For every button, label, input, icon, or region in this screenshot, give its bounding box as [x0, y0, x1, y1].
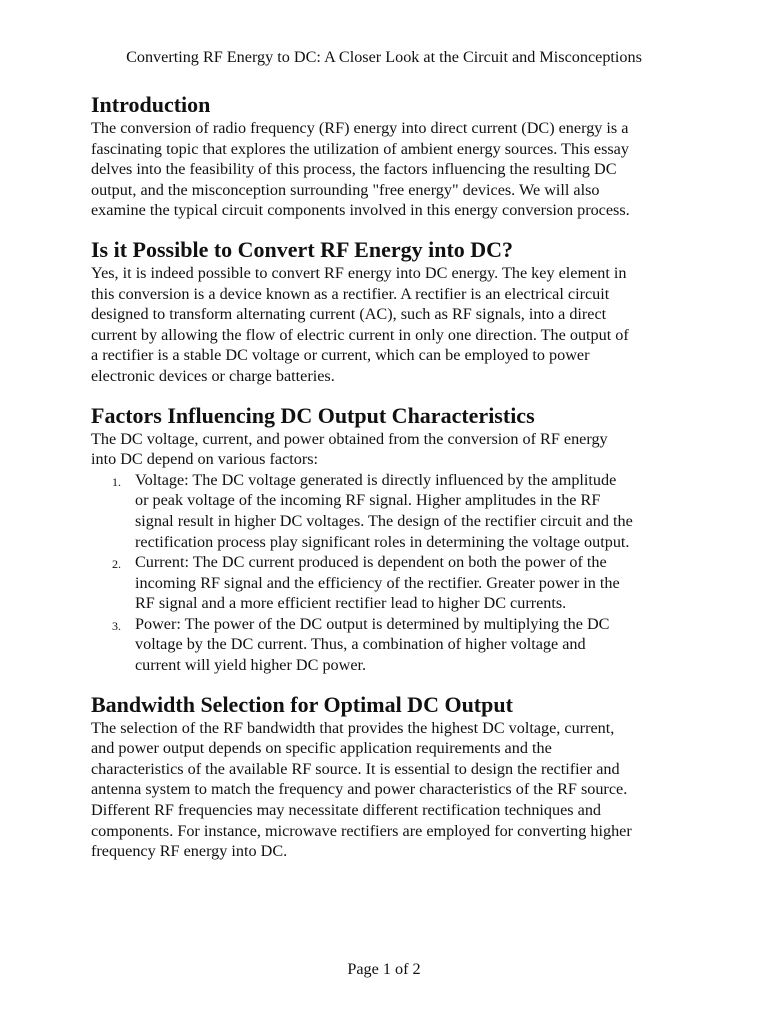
list-item-line: rectification process play significant roles in determining the voltage output. — [135, 532, 630, 551]
list-item-line: incoming RF signal and the efficiency of the rectifier. Greater power in the — [135, 573, 620, 592]
list-item-line: Voltage: The DC voltage generated is directly influenced by the amplitude — [135, 470, 617, 489]
paragraph-line: fascinating topic that explores the utilization of ambient energy sources. This essay — [91, 139, 629, 158]
list-item-line: RF signal and a more efficient rectifier lead to higher DC currents. — [135, 594, 567, 613]
paragraph-line: current by allowing the flow of electric current in only one direction. The output of — [91, 325, 629, 344]
section-introduction — [91, 91, 691, 221]
paragraph-line: antenna system to match the frequency and power characteristics of the RF source. — [91, 780, 628, 799]
paragraph-line: The conversion of radio frequency (RF) energy into direct current (DC) energy is a — [91, 119, 629, 137]
paragraph-line: delves into the feasibility of this process, the factors influencing the resulting DC — [91, 160, 617, 179]
section-paragraph — [91, 118, 691, 221]
paragraph-line: output, and the misconception surrounding "free energy" devices. We will also — [91, 180, 600, 199]
list-item — [91, 470, 691, 552]
paragraph-line: electronic devices or charge batteries. — [91, 366, 335, 385]
document-body — [91, 91, 691, 877]
paragraph-line: The selection of the RF bandwidth that provides the highest DC voltage, current, — [91, 718, 615, 737]
list-item-line: signal result in higher DC voltages. The design of the rectifier circuit and the — [135, 511, 633, 530]
paragraph-line: designed to transform alternating current (AC), such as RF signals, into a direct — [91, 305, 607, 324]
section-heading: Factors Influencing DC Output Characteristics — [91, 402, 535, 428]
section-factors — [91, 402, 691, 676]
document-title: Converting RF Energy to DC: A Closer Look at the Circuit and Misconceptions — [126, 48, 642, 66]
paragraph-line: examine the typical circuit components involved in this energy conversion process. — [91, 201, 630, 220]
list-item-line: current will yield higher DC power. — [135, 656, 367, 675]
paragraph-line: a rectifier is a stable DC voltage or current, which can be employed to power — [91, 346, 590, 365]
list-item-line: or peak voltage of the incoming RF signal. Higher amplitudes in the RF — [135, 491, 601, 510]
paragraph-line: into DC depend on various factors: — [91, 450, 319, 469]
factors-list — [91, 470, 691, 676]
paragraph-line: and power output depends on specific application requirements and the — [91, 739, 552, 758]
list-item-line: Power: The power of the DC output is determined by multiplying the DC — [135, 614, 610, 633]
paragraph-line: frequency RF energy into DC. — [91, 842, 288, 861]
paragraph-line: The DC voltage, current, and power obtained from the conversion of RF energy — [91, 429, 608, 448]
list-item — [91, 552, 691, 614]
list-item-number: 3. — [112, 618, 121, 633]
paragraph-line: Yes, it is indeed possible to convert RF energy into DC energy. The key element in — [91, 263, 627, 282]
paragraph-line: characteristics of the available RF source. It is essential to design the rectifier and — [91, 759, 620, 778]
page-number: Page 1 of 2 — [347, 960, 421, 978]
list-item-number: 2. — [112, 557, 121, 572]
section-heading: Introduction — [91, 92, 211, 117]
list-item-line: Current: The DC current produced is dependent on both the power of the — [135, 553, 607, 572]
paragraph-line: components. For instance, microwave rectifiers are employed for converting higher — [91, 821, 632, 840]
list-item-number: 1. — [112, 474, 121, 489]
section-paragraph — [91, 263, 691, 387]
section-bandwidth — [91, 691, 691, 862]
paragraph-line: Different RF frequencies may necessitate different rectification techniques and — [91, 801, 602, 820]
section-possibility — [91, 236, 691, 387]
list-item-line: voltage by the DC current. Thus, a combination of higher voltage and — [135, 635, 586, 654]
section-heading: Bandwidth Selection for Optimal DC Output — [91, 691, 513, 717]
section-paragraph — [91, 429, 691, 470]
section-heading: Is it Possible to Convert RF Energy into DC? — [91, 236, 514, 262]
list-item — [91, 614, 691, 676]
paragraph-line: this conversion is a device known as a rectifier. A rectifier is an electrical circuit — [91, 284, 610, 303]
section-paragraph — [91, 718, 691, 862]
